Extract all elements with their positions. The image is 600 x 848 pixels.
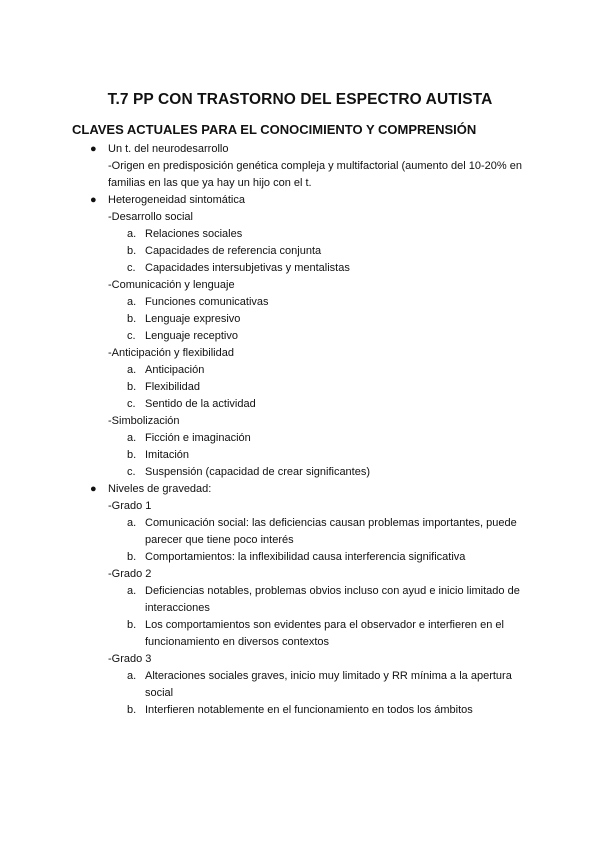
- list-marker: a.: [127, 364, 137, 376]
- grado-label: -Grado 1: [108, 500, 152, 512]
- list-item: Capacidades intersubjetivas y mentalistas: [145, 262, 350, 274]
- list-item-cont: funcionamiento en diversos contextos: [145, 636, 330, 648]
- list-item: Interfieren notablemente en el funcionamiento en todos los ámbitos: [145, 704, 473, 716]
- list-item-cont: interacciones: [145, 602, 210, 614]
- list-item: Los comportamientos son evidentes para el observador e interfieren en el: [145, 619, 504, 631]
- list-marker: b.: [127, 619, 137, 631]
- list-marker: a.: [127, 517, 137, 529]
- list-item: Anticipación: [145, 364, 205, 376]
- list-item: Suspensión (capacidad de crear significantes): [145, 466, 371, 478]
- list-marker: a.: [127, 296, 137, 308]
- list-marker: b.: [127, 551, 137, 563]
- bullet-niveles: Niveles de gravedad:: [108, 483, 212, 495]
- list-marker: a.: [127, 432, 137, 444]
- list-item: Capacidades de referencia conjunta: [145, 245, 322, 257]
- list-item: Lenguaje expresivo: [145, 313, 241, 325]
- bullet-neurodesarrollo: Un t. del neurodesarrollo: [108, 143, 229, 155]
- list-item: Imitación: [145, 449, 190, 461]
- list-item: Deficiencias notables, problemas obvios incluso con ayud e inicio limitado de: [145, 585, 520, 597]
- list-marker: c.: [127, 262, 136, 274]
- list-marker: b.: [127, 313, 137, 325]
- list-item: Ficción e imaginación: [145, 432, 251, 444]
- list-marker: b.: [127, 449, 137, 461]
- list-item: Sentido de la actividad: [145, 398, 256, 410]
- origen-line-cont: familias en las que ya hay un hijo con el t.: [108, 177, 312, 189]
- list-marker: b.: [127, 245, 137, 257]
- group-label: -Anticipación y flexibilidad: [108, 347, 234, 359]
- list-item: Funciones comunicativas: [145, 296, 269, 308]
- list-marker: b.: [127, 381, 137, 393]
- list-item: Comunicación social: las deficiencias causan problemas importantes, puede: [145, 517, 517, 529]
- list-item-cont: parecer que tiene poco interés: [145, 534, 294, 546]
- list-item: Comportamientos: la inflexibilidad causa interferencia significativa: [145, 551, 466, 563]
- group-label: -Simbolización: [108, 415, 180, 427]
- list-marker: c.: [127, 398, 136, 410]
- grado-label: -Grado 2: [108, 568, 152, 580]
- bullet-icon: ●: [90, 143, 97, 155]
- list-marker: a.: [127, 228, 137, 240]
- list-item: Alteraciones sociales graves, inicio muy limitado y RR mínima a la apertura: [145, 670, 512, 682]
- list-marker: a.: [127, 670, 137, 682]
- group-label: -Comunicación y lenguaje: [108, 279, 235, 291]
- list-item: Lenguaje receptivo: [145, 330, 238, 342]
- bullet-icon: ●: [90, 483, 97, 495]
- list-item-cont: social: [145, 687, 174, 699]
- grado-label: -Grado 3: [108, 653, 152, 665]
- page-title: T.7 PP CON TRASTORNO DEL ESPECTRO AUTISTA: [107, 91, 493, 108]
- list-item: Flexibilidad: [145, 381, 201, 393]
- section-heading: CLAVES ACTUALES PARA EL CONOCIMIENTO Y COMPRENSIÓN: [72, 122, 477, 137]
- list-marker: c.: [127, 466, 136, 478]
- list-marker: b.: [127, 704, 137, 716]
- list-marker: a.: [127, 585, 137, 597]
- bullet-icon: ●: [90, 194, 97, 206]
- bullet-heterogeneidad: Heterogeneidad sintomática: [108, 194, 245, 206]
- list-marker: c.: [127, 330, 136, 342]
- origen-line: -Origen en predisposición genética compleja y multifactorial (aumento del 10-20% en: [108, 160, 522, 172]
- group-label: -Desarrollo social: [108, 211, 193, 223]
- list-item: Relaciones sociales: [145, 228, 243, 240]
